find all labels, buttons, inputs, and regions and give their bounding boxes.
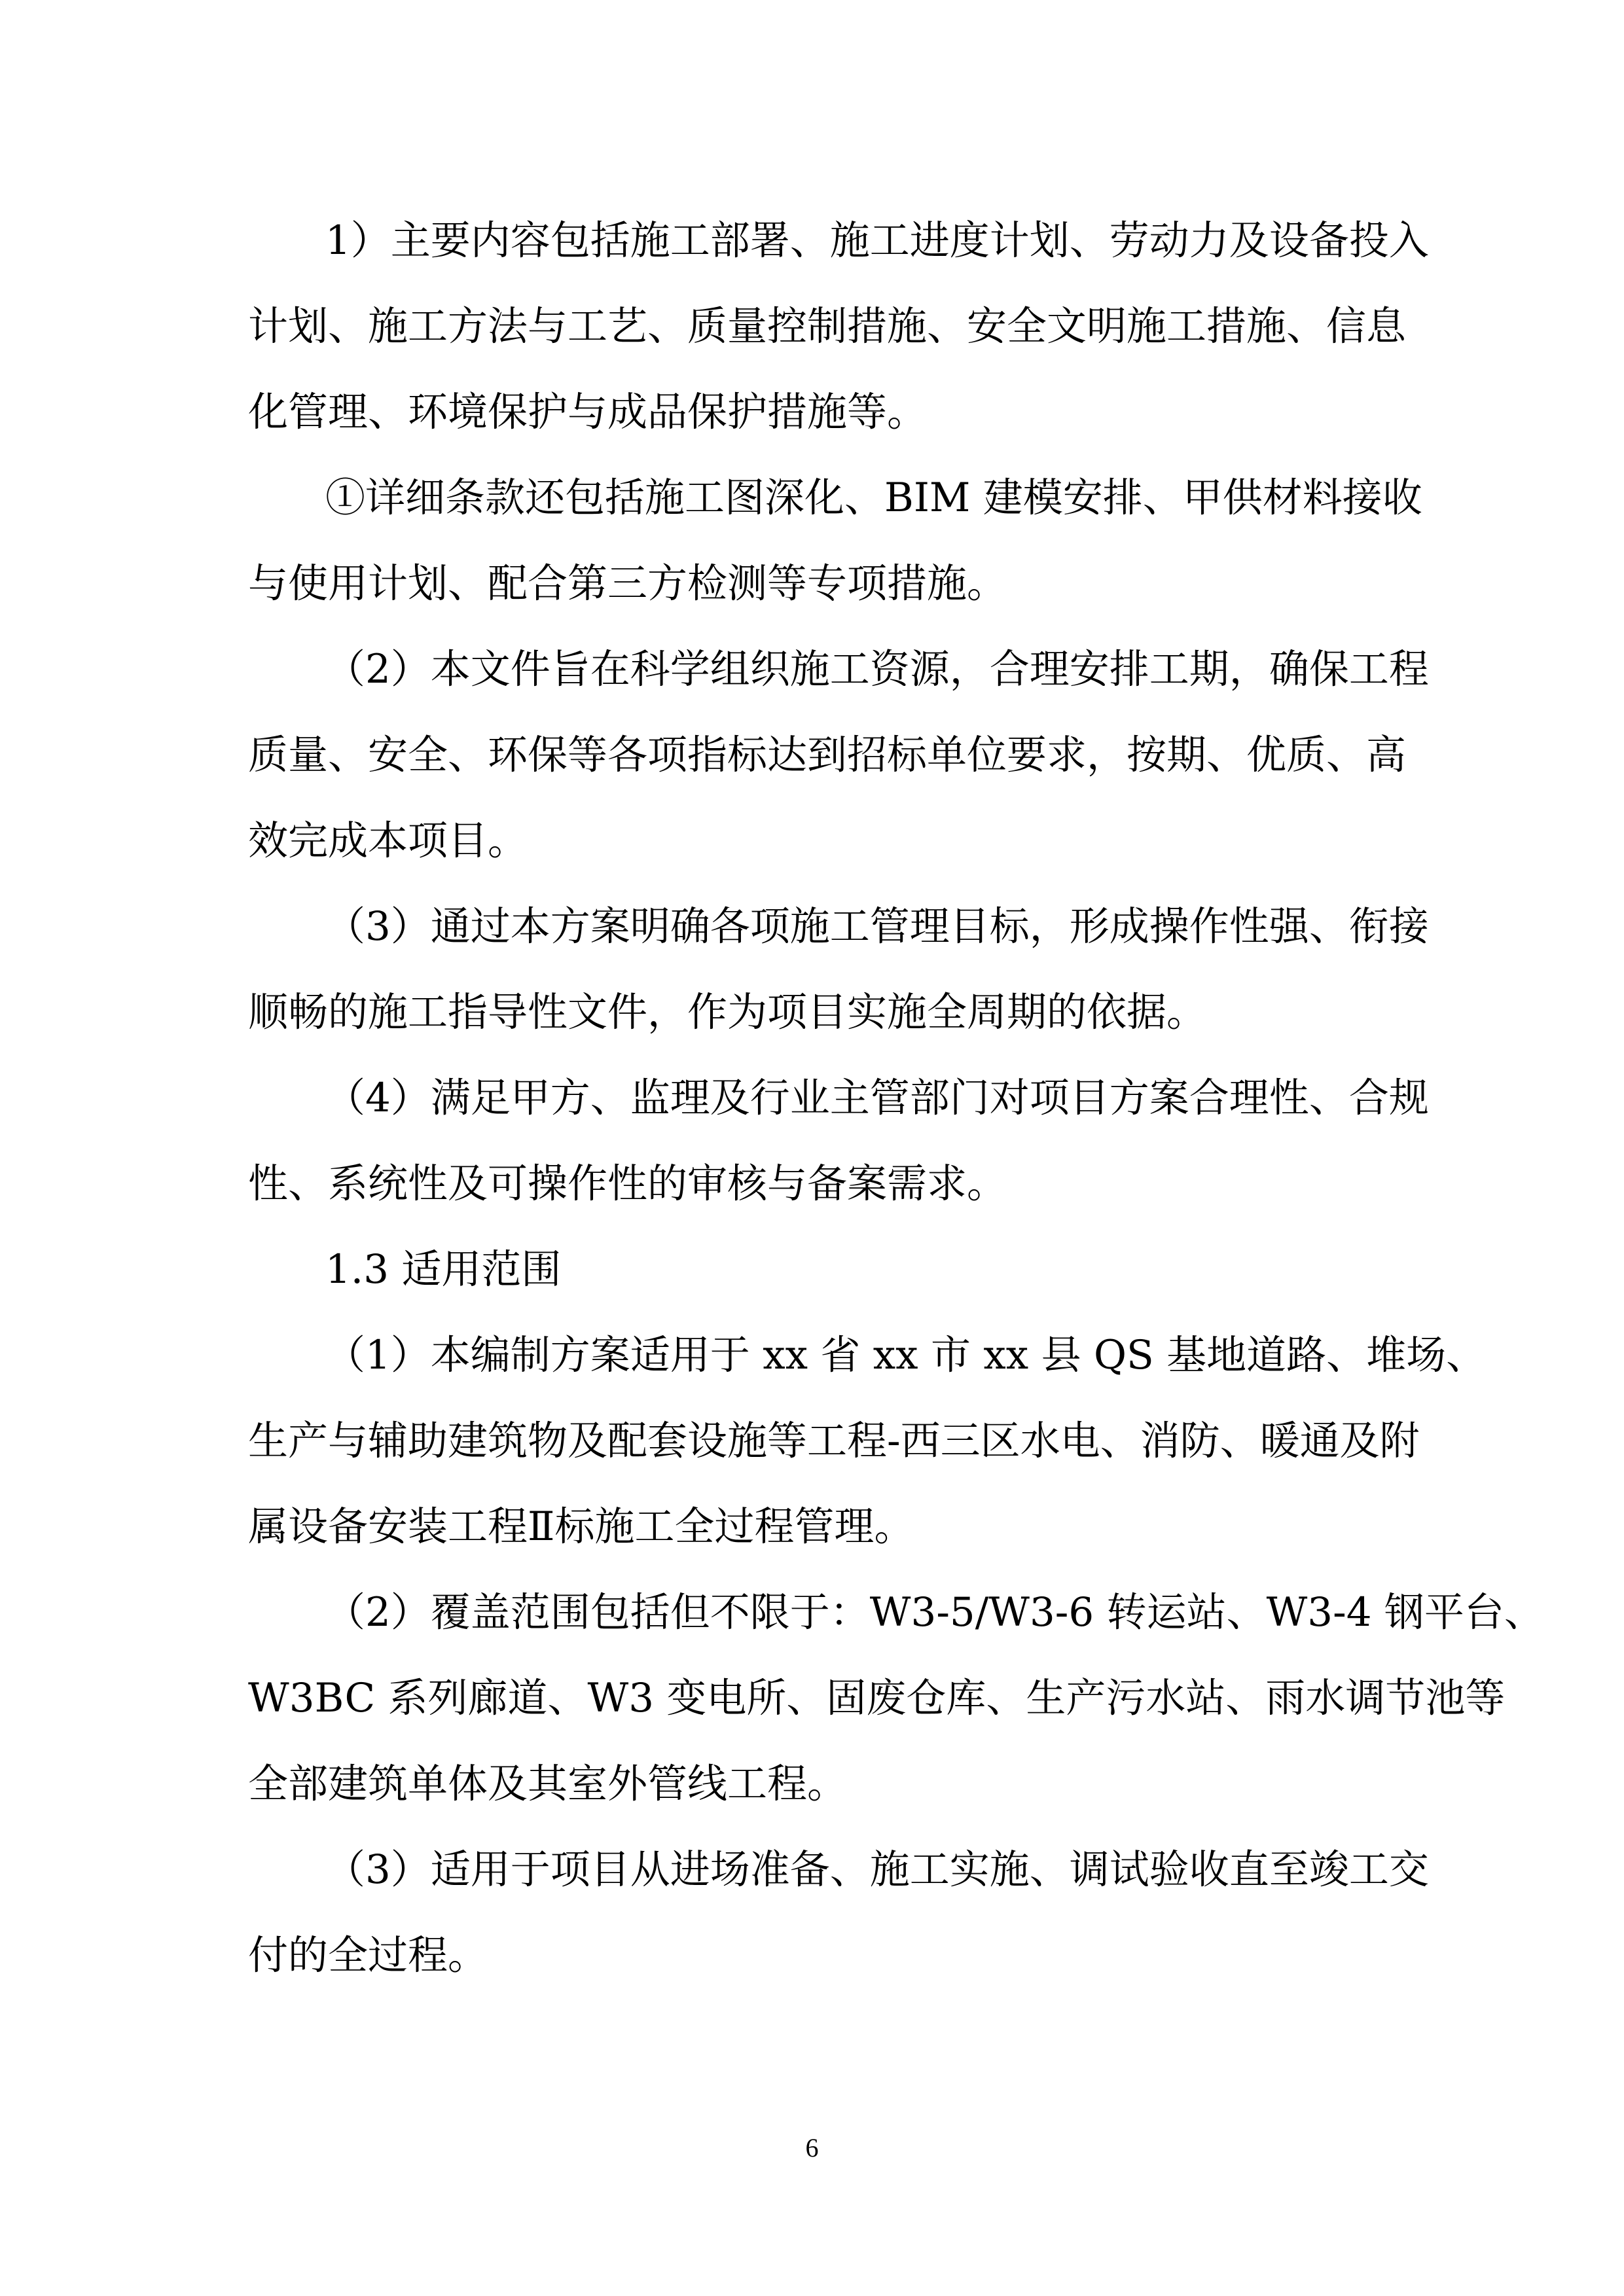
page-number: 6 xyxy=(805,2133,819,2162)
text-line: （4）满足甲方、监理及行业主管部门对项目方案合理性、合规 xyxy=(325,1075,1429,1121)
text-line: 与使用计划、配合第三方检测等专项措施。 xyxy=(248,560,1007,607)
text-line: （2）本文件旨在科学组织施工资源，合理安排工期，确保工程 xyxy=(325,646,1429,692)
paragraph xyxy=(248,626,1429,884)
text-line: 计划、施工方法与工艺、质量控制措施、安全文明施工措施、信息 xyxy=(248,303,1407,350)
paragraph xyxy=(248,1055,1429,1227)
text-line: 效完成本项目。 xyxy=(248,817,528,864)
paragraph xyxy=(248,1570,1544,1827)
text-line: （3）适用于项目从进场准备、施工实施、调试验收直至竣工交 xyxy=(325,1846,1429,1893)
text-line: 性、系统性及可操作性的审核与备案需求。 xyxy=(248,1160,1007,1207)
text-line: 付的全过程。 xyxy=(248,1932,488,1979)
text-line: 属设备安装工程Ⅱ标施工全过程管理。 xyxy=(248,1503,914,1550)
paragraph xyxy=(248,198,1429,455)
text-line: （2）覆盖范围包括但不限于：W3-5/W3-6 转运站、W3-4 钢平台、 xyxy=(325,1589,1544,1636)
text-line: 化管理、环境保护与成品保护措施等。 xyxy=(248,389,928,435)
text-line: 质量、安全、环保等各项指标达到招标单位要求，按期、优质、高 xyxy=(248,732,1407,778)
text-line: 全部建筑单体及其室外管线工程。 xyxy=(248,1761,848,1807)
paragraph xyxy=(248,884,1429,1055)
paragraph xyxy=(248,455,1422,626)
text-line: ①详细条款还包括施工图深化、BIM 建模安排、甲供材料接收 xyxy=(325,475,1422,521)
paragraph xyxy=(248,1227,1388,1312)
paragraph xyxy=(248,1312,1487,1570)
text-line: （3）通过本方案明确各项施工管理目标，形成操作性强、衔接 xyxy=(325,903,1429,950)
text-line: 1.3 适用范围 xyxy=(325,1246,562,1293)
text-line: （1）本编制方案适用于 xx 省 xx 市 xx 县 QS 基地道路、堆场、 xyxy=(325,1332,1487,1378)
text-line: 生产与辅助建筑物及配套设施等工程-西三区水电、消防、暖通及附 xyxy=(248,1418,1420,1464)
text-line: W3BC 系列廊道、W3 变电所、固废仓库、生产污水站、雨水调节池等 xyxy=(248,1675,1506,1721)
document-body xyxy=(248,198,1544,1998)
text-line: 1）主要内容包括施工部署、施工进度计划、劳动力及设备投入 xyxy=(325,217,1429,264)
paragraph xyxy=(248,1827,1429,1998)
text-line: 顺畅的施工指导性文件，作为项目实施全周期的依据。 xyxy=(248,989,1207,1035)
